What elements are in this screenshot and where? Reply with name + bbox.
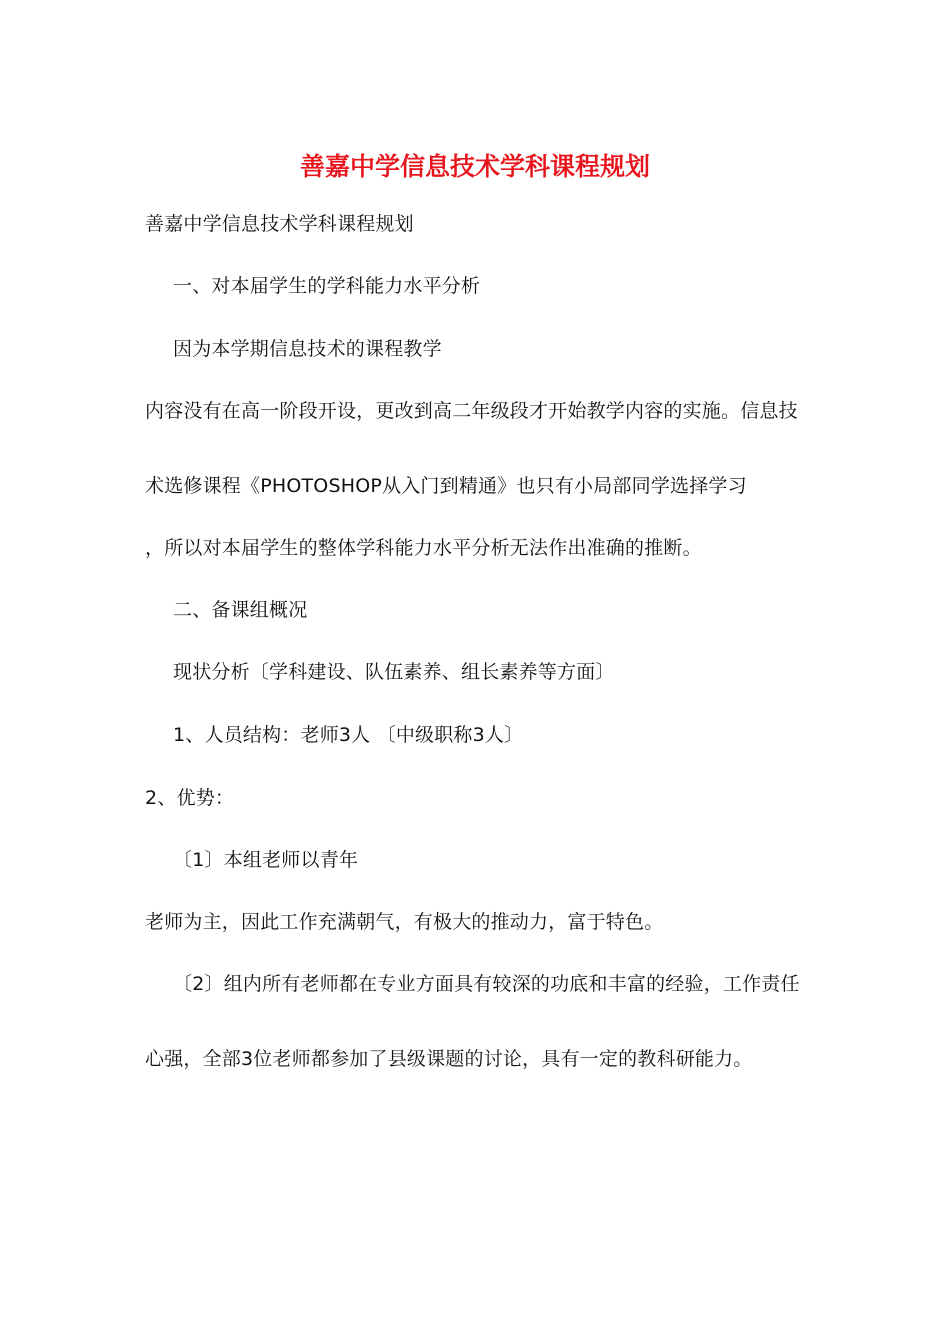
paragraph-line: 因为本学期信息技术的课程教学	[173, 338, 442, 360]
paragraph-line: ，所以对本届学生的整体学科能力水平分析无法作出准确的推断。	[145, 537, 702, 559]
list-item-advantages: 2、优势：	[145, 787, 235, 809]
paragraph-line: 心强，全部3位老师都参加了县级课题的讨论，具有一定的教科研能力。	[145, 1048, 753, 1070]
paragraph-line: 现状分析〔学科建设、队伍素养、组长素养等方面〕	[173, 661, 615, 683]
list-item-staff: 1、人员结构：老师3人 〔中级职称3人〕	[173, 724, 524, 746]
paragraph-line: 老师为主，因此工作充满朝气，有极大的推动力，富于特色。	[145, 911, 664, 933]
document-title: 善嘉中学信息技术学科课程规划	[299, 152, 650, 181]
sub-item-1: 〔1〕本组老师以青年	[173, 849, 359, 871]
section-heading-1: 一、对本届学生的学科能力水平分析	[173, 275, 481, 297]
section-heading-2: 二、备课组概况	[173, 599, 308, 621]
subtitle-line: 善嘉中学信息技术学科课程规划	[145, 213, 414, 235]
sub-item-2: 〔2〕组内所有老师都在专业方面具有较深的功底和丰富的经验，工作责任	[173, 973, 800, 995]
paragraph-line: 内容没有在高一阶段开设，更改到高二年级段才开始教学内容的实施。信息技	[145, 400, 798, 422]
paragraph-line: 术选修课程《PHOTOSHOP从入门到精通》也只有小局部同学选择学习	[145, 475, 747, 497]
